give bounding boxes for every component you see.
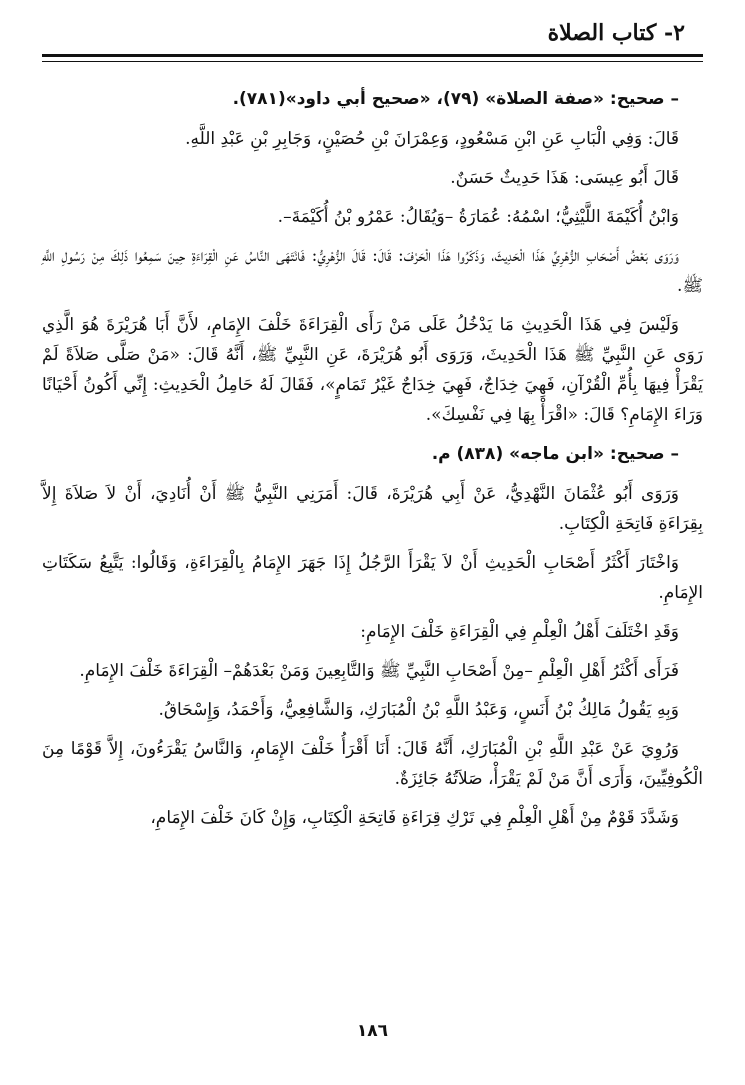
paragraph: قَالَ أَبُو عِيسَى: هَذَا حَدِيثٌ حَسَنٌ. xyxy=(450,168,679,188)
hadith-grade: – صحيح: «صفة الصلاة» (٧٩)، «صحيح أبي داود»(٧٨١). xyxy=(232,89,679,109)
page-number: ١٨٦ xyxy=(356,1021,389,1041)
paragraph: وَرَوَى بَعْضُ أَصْحَابِ الزُّهْرِيِّ هَذَا الْحَدِيثَ، وَذَكَرُوا هَذَا الْحَرْفَ: قَالَ: قَالَ الزُّهْرِيُّ: فَانْتَهَى النَّاسُ عَنِ الْقِرَاءَةِ حِينَ سَمِعُوا ذَلِكَ مِنْ رَسُولِ اللَّهِ ﷺ. xyxy=(42,246,703,296)
running-header-title: ٢- كتاب الصلاة xyxy=(547,20,685,46)
header-rule-thin xyxy=(42,61,703,62)
hadith-grade: – صحيح: «ابن ماجه» (٨٣٨) م. xyxy=(431,444,679,464)
paragraph: وَاخْتَارَ أَكْثَرُ أَصْحَابِ الْحَدِيثِ أَنْ لاَ يَقْرَأَ الرَّجُلُ إِذَا جَهَرَ الإِمَامُ بِالْقِرَاءَةِ، وَقَالُوا: يَتَّبِعُ سَكَتَاتِ الإِمَامِ. xyxy=(42,553,703,603)
paragraph: وَرَوَى أَبُو عُثْمَانَ النَّهْدِيُّ، عَنْ أَبِي هُرَيْرَةَ، قَالَ: أَمَرَنِي النَّبِيُّ ﷺ أَنْ أُنَادِيَ، أَنْ لاَ صَلاَةَ إِلاَّ بِقِرَاءَةِ فَاتِحَةِ الْكِتَابِ. xyxy=(42,484,703,534)
paragraph: وَشَدَّدَ قَوْمٌ مِنْ أَهْلِ الْعِلْمِ فِي تَرْكِ قِرَاءَةِ فَاتِحَةِ الْكِتَابِ، وَإِنْ كَانَ خَلْفَ الإِمَامِ، xyxy=(150,808,679,828)
paragraph: وَابْنُ أُكَيْمَةَ اللَّيْثِيُّ؛ اسْمُهُ: عُمَارَةُ –وَيُقَالُ: عَمْرُو بْنُ أُكَيْمَةَ–. xyxy=(277,207,679,227)
paragraph: قَالَ: وَفِي الْبَابِ عَنِ ابْنِ مَسْعُودٍ، وَعِمْرَانَ بْنِ حُصَيْنٍ، وَجَابِرِ بْنِ عَبْدِ اللَّهِ. xyxy=(185,129,679,149)
page-body xyxy=(42,84,703,842)
paragraph: وَرُوِيَ عَنْ عَبْدِ اللَّهِ بْنِ الْمُبَارَكِ، أَنَّهُ قَالَ: أَنَا أَقْرَأُ خَلْفَ الإِمَامِ، وَالنَّاسُ يَقْرَءُونَ، إِلاَّ قَوْمًا مِنَ الْكُوفِيِّينَ، وَأَرَى أَنَّ مَنْ لَمْ يَقْرَأْ، صَلاَتُهُ جَائِزَةٌ. xyxy=(42,739,703,789)
paragraph: فَرَأَى أَكْثَرُ أَهْلِ الْعِلْمِ –مِنْ أَصْحَابِ النَّبِيِّ ﷺ وَالتَّابِعِينَ وَمَنْ بَعْدَهُمْ– الْقِرَاءَةَ خَلْفَ الإِمَامِ. xyxy=(79,661,679,681)
paragraph: وَلَيْسَ فِي هَذَا الْحَدِيثِ مَا يَدْخُلُ عَلَى مَنْ رَأَى الْقِرَاءَةَ خَلْفَ الإِمَامِ، لأَنَّ أَبَا هُرَيْرَةَ هُوَ الَّذِي رَوَى عَنِ النَّبِيِّ ﷺ هَذَا الْحَدِيثَ، وَرَوَى أَبُو هُرَيْرَةَ، عَنِ النَّبِيِّ ﷺ، أَنَّهُ قَالَ: «مَنْ صَلَّى صَلاَةً لَمْ يَقْرَأْ فِيهَا بِأُمِّ الْقُرْآنِ، فَهِيَ خِدَاجٌ، فَهِيَ خِدَاجٌ غَيْرُ تَمَامٍ»، فَقَالَ لَهُ حَامِلُ الْحَدِيثِ: إِنِّي أَكُونُ أَحْيَانًا وَرَاءَ الإِمَامِ؟ قَالَ: «اقْرَأْ بِهَا فِي نَفْسِكَ». xyxy=(42,315,703,425)
paragraph: وَبِهِ يَقُولُ مَالِكُ بْنُ أَنَسٍ، وَعَبْدُ اللَّهِ بْنُ الْمُبَارَكِ، وَالشَّافِعِيُّ، وَأَحْمَدُ، وَإِسْحَاقُ. xyxy=(158,700,679,720)
header-rule-thick xyxy=(42,54,703,57)
paragraph: وَقَدِ اخْتَلَفَ أَهْلُ الْعِلْمِ فِي الْقِرَاءَةِ خَلْفَ الإِمَامِ: xyxy=(360,622,679,642)
